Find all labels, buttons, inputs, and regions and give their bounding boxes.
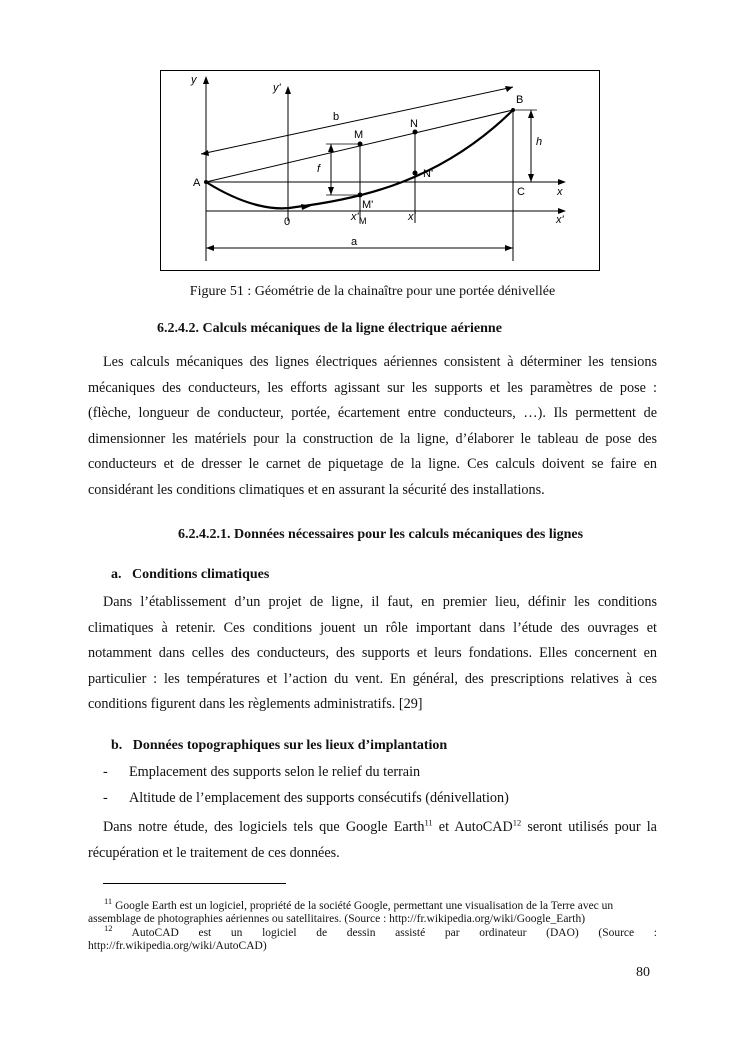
footnote-12 [88,923,657,953]
paragraph-line: récupération et le traitement de ces données. [88,844,340,861]
paragraph-line: Les calculs mécaniques des lignes électriques aériennes consistent à déterminer les tensions [103,354,657,370]
catenary-diagram [161,71,601,272]
label-x: x [557,186,563,198]
paragraph-2 [88,590,657,718]
paragraph-line: (flèche, longueur de conducteur, portée, écartement entre conducteurs, …). Ils permettent de [88,405,657,421]
label-B: B [516,94,524,106]
section-heading: 6.2.4.2. Calculs mécaniques de la ligne électrique aérienne [157,321,502,336]
footnote-line: $^{11}$ Google Earth est un logiciel, propriété de la société Google, permettant une visualisation de la Terre avec un [104,896,614,912]
footnote-11 [88,896,657,926]
b-arrow-right [505,86,513,92]
bullet-item: Emplacement des supports selon le relief du terrain [129,764,421,780]
label-x-prime-tick: x' [408,211,416,223]
heading-b: b. Données topographiques sur les lieux d’implantation [111,738,448,753]
b-arrow-left [201,150,209,156]
footnote-line: $^{12}$ AutoCAD est un logiciel de dessin assisté par ordinateur (DAO) (Source : [104,923,657,939]
footnote-line: assemblage de photographies aériennes ou satellitaires. (Source : http://fr.wikipedia.org/wiki/Google_Earth) [88,913,586,925]
paragraph-line: climatiques à retenir. Ces conditions jouent un rôle important dans l’étude des ouvrages et [88,619,657,636]
label-A: A [193,177,201,189]
paragraph-line: mécaniques des conducteurs, les efforts agissant sur les supports et les paramètres de pose : [88,379,657,396]
label-y-prime: y' [273,82,281,94]
heading-a: a. Conditions climatiques [111,567,270,582]
label-x-prime-axis: x' [556,214,564,226]
label-N-prime: N' [423,168,434,180]
paragraph-line: notamment dans celles des conducteurs, des supports et leurs fondations. Elles concernent en [88,645,657,661]
y-axis-arrow [203,76,209,84]
point-n-prime [413,171,418,176]
subsection-heading: 6.2.4.2.1. Données nécessaires pour les calculs mécaniques des lignes [178,527,584,542]
y-prime-axis-arrow [285,86,291,94]
bullet-marker: - [103,764,108,780]
label-zero: 0 [284,216,291,228]
label-x-m: x' [351,211,359,223]
footnote-separator [103,883,286,884]
figure-catenary [160,70,600,271]
paragraph-1 [88,350,657,503]
bullet-item: Altitude de l’emplacement des supports consécutifs (dénivellation) [129,790,509,806]
label-a: a [351,236,358,248]
point-a [204,180,208,184]
label-M: M [354,129,364,141]
label-N: N [410,118,418,130]
paragraph-line: particulier : les températures et l’action du vent. En général, des prescriptions relatives à ces [88,670,657,687]
label-M-prime: M' [362,199,374,211]
paragraph-line: conditions figurent dans les règlements administratifs. [29] [88,696,423,712]
paragraph-line: Dans notre étude, des logiciels tels que Google Earth$^{11}$ et AutoCAD$^{12}$ seront utilisés pour la [103,817,657,835]
label-f: f [317,163,321,175]
footnote-line: http://fr.wikipedia.org/wiki/AutoCAD) [88,940,267,952]
x-axis-arrow [558,179,566,185]
footnote-ref-11[interactable]: 11 [424,817,433,828]
point-m-prime [358,193,363,198]
paragraph-line: Dans l’établissement d’un projet de ligne, il faut, en premier lieu, définir les conditions [103,594,657,610]
paragraph-line: conducteurs et de dresser le carnet de piquetage de la ligne. Ces calculs doivent se faire en [88,456,657,472]
page-number: 80 [636,965,650,980]
label-b: b [333,111,340,123]
point-n [413,130,418,135]
point-m [358,142,363,147]
bullet-marker: - [103,790,108,806]
footnote-ref-12[interactable]: 12 [512,817,522,828]
label-y: y [191,74,197,86]
paragraph-3 [88,815,657,866]
label-C: C [517,186,525,198]
point-b [511,108,515,112]
figure-caption: Figure 51 : Géométrie de la chainaître pour une portée dénivellée [189,284,556,299]
label-h: h [536,136,543,148]
label-x-m-sub: M [359,216,367,226]
paragraph-line: considérant les conditions climatiques et en assurant la sécurité des installations. [88,481,545,498]
paragraph-line: dimensionner les matériels pour la construction de la ligne, d’élaborer le tableau de pose des [88,430,657,447]
